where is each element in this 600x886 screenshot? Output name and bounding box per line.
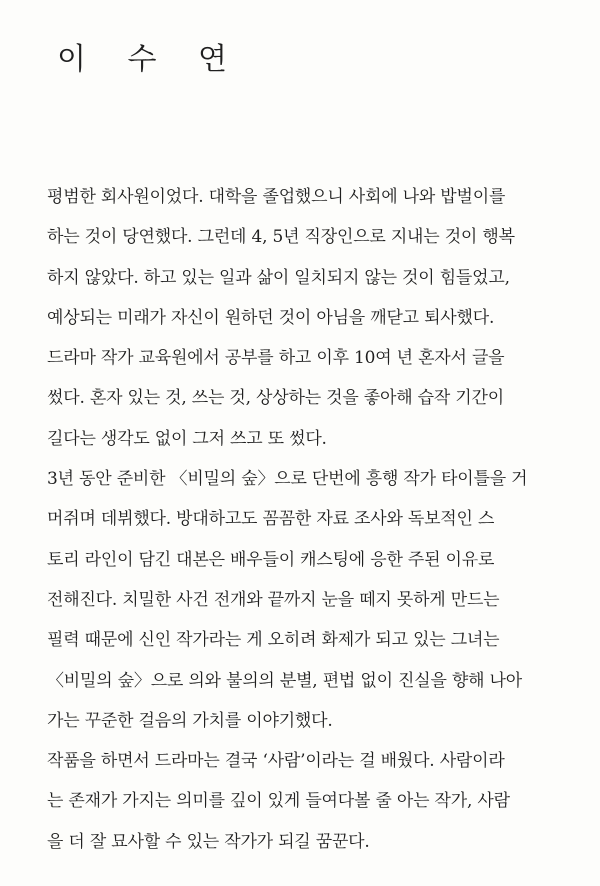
bio-line: 예상되는 미래가 자신이 원하던 것이 아님을 깨닫고 퇴사했다. <box>47 307 495 328</box>
bio-line: 가는 꾸준한 걸음의 가치를 이야기했다. <box>47 710 333 731</box>
bio-line: 〈비밀의 숲〉으로 의와 불의의 분별, 편법 없이 진실을 향해 나아 <box>47 670 522 691</box>
bio-line: 3년 동안 준비한 〈비밀의 숲〉으로 단번에 흥행 작가 타이틀을 거 <box>47 469 528 490</box>
bio-line: 필력 때문에 신인 작가라는 게 오히려 화제가 되고 있는 그녀는 <box>47 630 500 651</box>
bio-line: 작품을 하면서 드라마는 결국 ‘사람’이라는 걸 배웠다. 사람이라 <box>47 751 505 772</box>
author-biography <box>47 177 567 862</box>
bio-line: 드라마 작가 교육원에서 공부를 하고 이후 10여 년 혼자서 글을 <box>47 348 505 369</box>
bio-line: 썼다. 혼자 있는 것, 쓰는 것, 상상하는 것을 좋아해 습작 기간이 <box>47 388 504 409</box>
bio-line: 는 존재가 가지는 의미를 깊이 있게 들여다볼 줄 아는 작가, 사람 <box>47 791 510 812</box>
bio-line: 토리 라인이 담긴 대본은 배우들이 캐스팅에 응한 주된 이유로 <box>47 549 495 570</box>
bio-line: 길다는 생각도 없이 그저 쓰고 또 썼다. <box>47 428 327 449</box>
bio-line: 평범한 회사원이었다. 대학을 졸업했으니 사회에 나와 밥벌이를 <box>47 187 506 207</box>
bio-line: 하지 않았다. 하고 있는 일과 삶이 일치되지 않는 것이 힘들었고, <box>47 267 510 288</box>
bio-line: 머쥐며 데뷔했다. 방대하고도 꼼꼼한 자료 조사와 독보적인 스 <box>47 509 495 530</box>
author-name: 이 수 연 <box>57 42 244 77</box>
bio-line: 을 더 잘 묘사할 수 있는 작가가 되길 꿈꾼다. <box>47 831 370 852</box>
bio-line: 하는 것이 당연했다. 그런데 4, 5년 직장인으로 지내는 것이 행복 <box>47 227 515 248</box>
bio-line: 전해진다. 치밀한 사건 전개와 끝까지 눈을 떼지 못하게 만드는 <box>47 589 500 610</box>
